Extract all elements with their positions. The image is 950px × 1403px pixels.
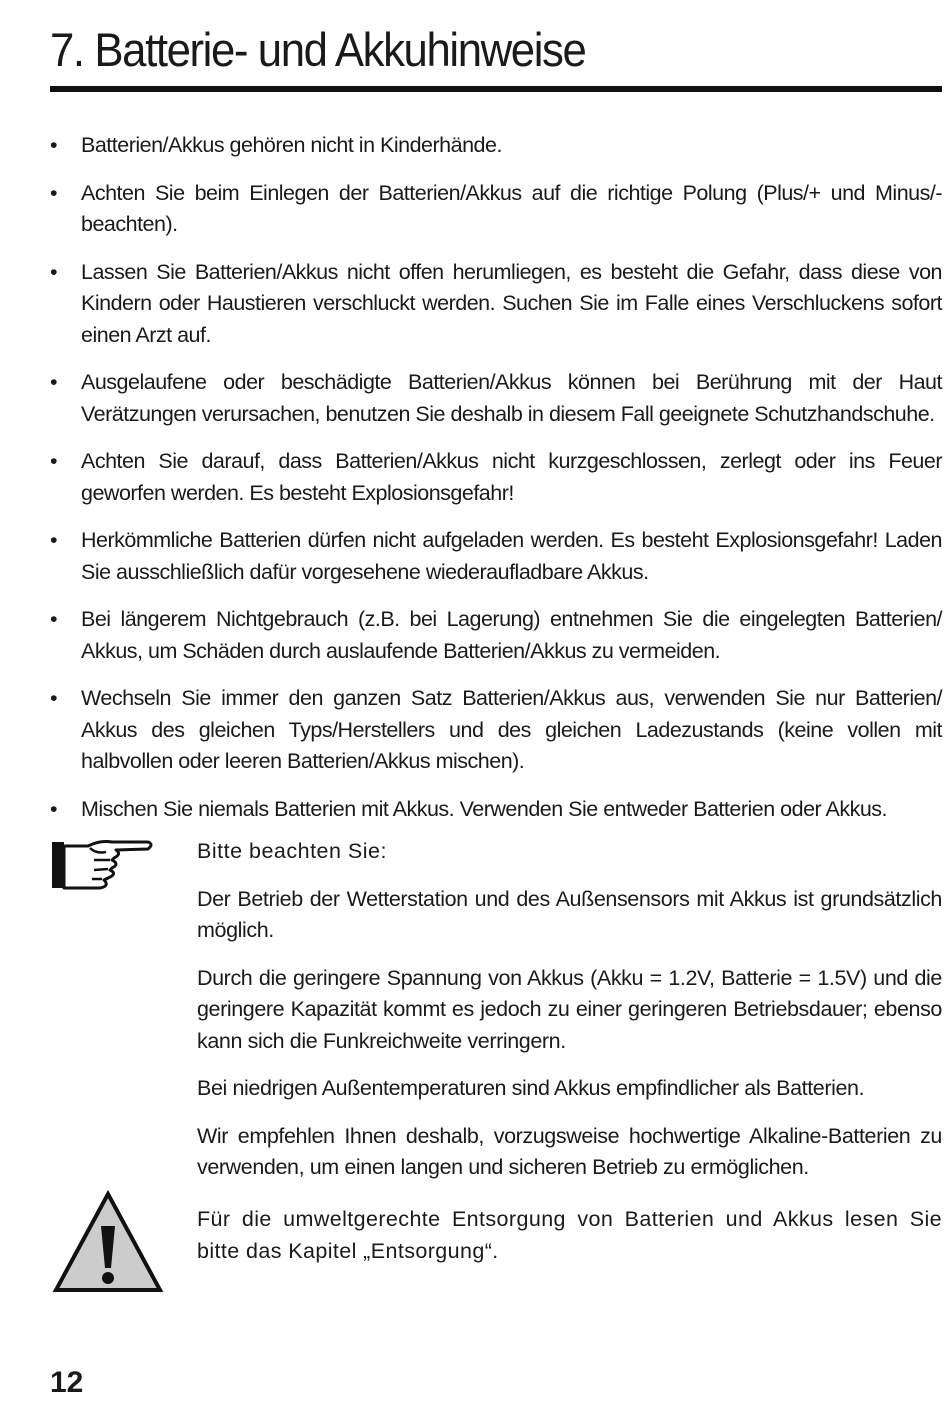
bullet-text: Herkömmliche Batterien dürfen nicht aufgeladen werden. Es besteht Explosionsgefahr! Laden Sie ausschließlich dafür vorgesehene wiederaufladbare Akkus. [81, 528, 942, 584]
note-paragraph: Der Betrieb der Wetterstation und des Außensensors mit Akkus ist grundsätzlich möglich. [197, 886, 942, 942]
bullet-icon: • [50, 370, 58, 394]
battery-bullet-list [50, 130, 942, 841]
bullet-text: Batterien/Akkus gehören nicht in Kinderhände. [81, 133, 502, 157]
bullet-icon: • [50, 259, 58, 284]
list-item [50, 257, 942, 352]
bullet-icon: • [50, 796, 58, 821]
bullet-icon: • [50, 686, 58, 710]
warning-triangle-icon [52, 1190, 164, 1299]
bullet-text: Achten Sie beim Einlegen der Batterien/Akkus auf die richtige Polung (Plus/+ und Minus/- beachten). [81, 180, 942, 236]
bullet-icon: • [50, 449, 58, 473]
bullet-text: Lassen Sie Batterien/Akkus nicht offen herumliegen, es besteht die Gefahr, dass diese von Kindern oder Haustieren verschluckt werden. Suchen Sie im Falle eines Verschluckens sofort einen Arzt auf. [81, 259, 942, 347]
list-item [50, 178, 942, 241]
note-block [197, 836, 942, 1200]
list-item [50, 604, 942, 667]
note-paragraph: Wir empfehlen Ihnen deshalb, vorzugsweise hochwertige Alkaline-Batterien zu verwenden, um einen langen und sicheren Betrieb zu ermöglichen. [197, 1123, 942, 1179]
list-item [50, 794, 942, 826]
list-item [50, 446, 942, 509]
list-item [50, 525, 942, 588]
note-paragraph: Bei niedrigen Außentemperaturen sind Akkus empfindlicher als Batterien. [197, 1076, 865, 1100]
note-paragraph: Durch die geringere Spannung von Akkus (Akku = 1.2V, Batterie = 1.5V) und die geringere Kapazität kommt es jedoch zu einer geringeren Betriebsdauer; ebenso kann sich die Funkreichweite verringern. [197, 965, 942, 1053]
list-item [50, 683, 942, 778]
section-title: 7. Batterie- und Akkuhinweise [50, 23, 586, 76]
pointing-hand-icon [50, 838, 156, 899]
bullet-icon: • [50, 133, 58, 157]
bullet-text: Bei längerem Nichtgebrauch (z.B. bei Lagerung) entnehmen Sie die eingelegten Batterien/ Akkus, um Schäden durch auslaufende Batterien/Akkus zu vermeiden. [81, 607, 942, 663]
bullet-icon: • [50, 180, 58, 205]
page-number: 12 [50, 1366, 84, 1399]
bullet-icon: • [50, 528, 58, 552]
disposal-hint: Für die umweltgerechte Entsorgung von Batterien und Akkus lesen Sie bitte das Kapitel „Entsorgung“. [197, 1207, 942, 1263]
list-item [50, 367, 942, 430]
title-rule [50, 86, 942, 92]
list-item [50, 130, 942, 162]
bullet-text: Ausgelaufene oder beschädigte Batterien/Akkus können bei Berührung mit der Haut Verätzungen verursachen, benutzen Sie deshalb in diesem Fall geeignete Schutzhandschuhe. [81, 370, 942, 426]
note-heading: Bitte beachten Sie: [197, 839, 387, 863]
bullet-text: Wechseln Sie immer den ganzen Satz Batterien/Akkus aus, verwenden Sie nur Batterien/ Akkus des gleichen Typs/Herstellers und des gleichen Ladezustands (keine vollen mit halbvollen oder leeren Batterien/Akkus mischen). [81, 686, 942, 773]
bullet-text: Achten Sie darauf, dass Batterien/Akkus nicht kurzgeschlossen, zerlegt oder ins Feuer geworfen werden. Es besteht Explosionsgefahr! [81, 449, 942, 505]
bullet-text: Mischen Sie niemals Batterien mit Akkus. Verwenden Sie entweder Batterien oder Akkus. [81, 796, 887, 821]
bullet-icon: • [50, 607, 58, 631]
